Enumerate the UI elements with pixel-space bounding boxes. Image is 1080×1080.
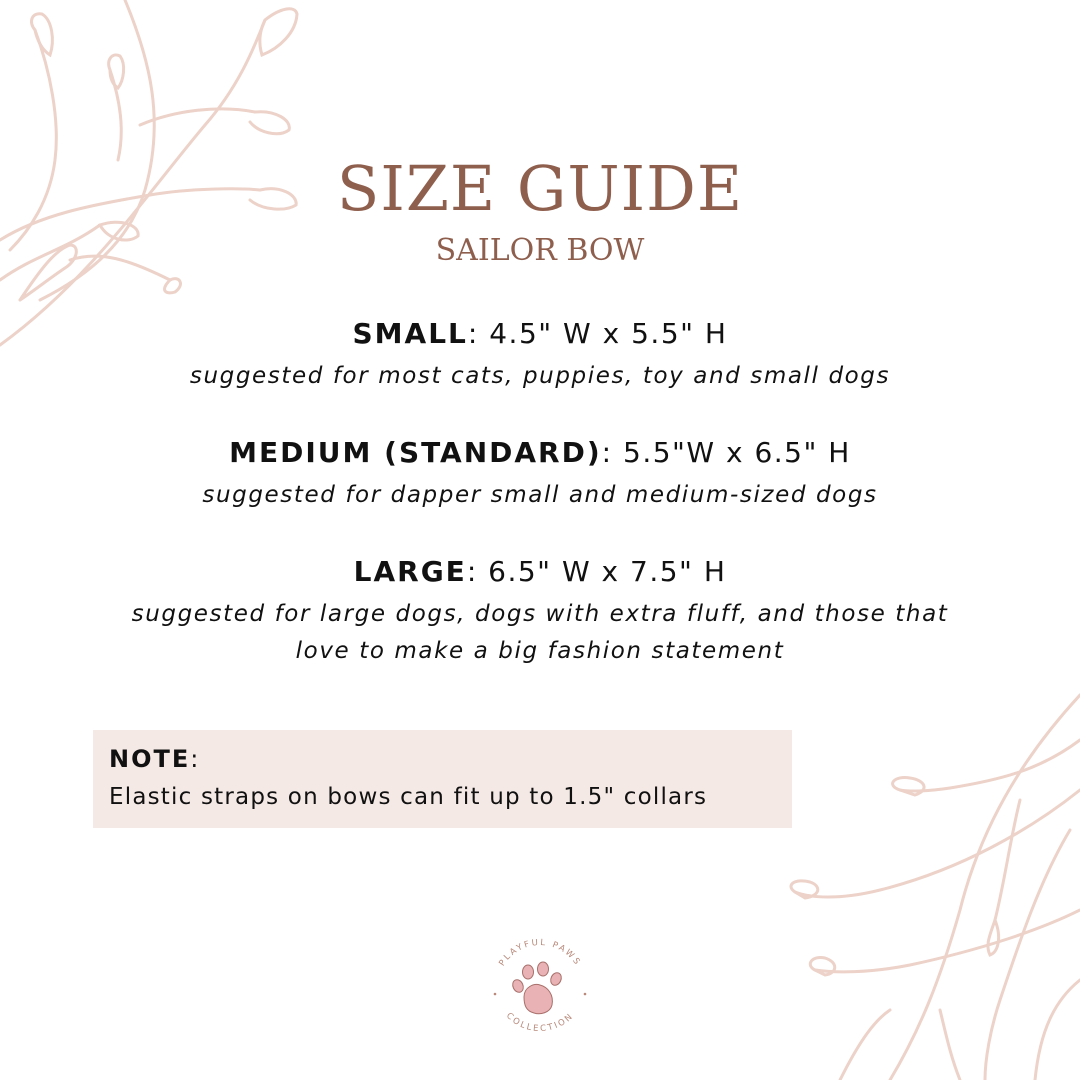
- size-name: SMALL: [352, 317, 468, 350]
- size-description: suggested for most cats, puppies, toy and small dogs: [189, 363, 891, 389]
- note-colon: :: [190, 745, 201, 773]
- size-heading: [0, 316, 1080, 352]
- note-text: Elastic straps on bows can fit up to 1.5" collars: [109, 784, 708, 810]
- size-name: MEDIUM (STANDARD): [229, 436, 602, 469]
- size-small: [0, 316, 1080, 395]
- page-title: SIZE GUIDE: [336, 152, 744, 225]
- size-description: suggested for large dogs, dogs with extra fluff, and those that love to make a big fashion statement: [131, 601, 949, 664]
- note-box: [93, 730, 792, 828]
- size-description: suggested for dapper small and medium-sized dogs: [202, 482, 878, 508]
- note-heading: [109, 744, 776, 774]
- size-heading: [0, 554, 1080, 590]
- logo-top-text: PLAYFUL PAWS: [497, 937, 583, 969]
- note-label: NOTE: [109, 745, 191, 773]
- logo-bottom-text: COLLECTION: [503, 1011, 577, 1035]
- brand-logo: [480, 925, 600, 1045]
- size-heading: [0, 435, 1080, 471]
- page-subtitle: SAILOR BOW: [435, 233, 645, 268]
- size-medium: [0, 435, 1080, 514]
- branch-illustration-bottom-right: [780, 680, 1080, 1080]
- size-large: [0, 554, 1080, 670]
- size-dimensions: : 4.5" W x 5.5" H: [467, 317, 728, 350]
- size-dimensions: : 5.5"W x 6.5" H: [601, 436, 851, 469]
- size-dimensions: : 6.5" W x 7.5" H: [466, 555, 727, 588]
- paw-icon: [511, 962, 564, 1014]
- size-name: LARGE: [353, 555, 467, 588]
